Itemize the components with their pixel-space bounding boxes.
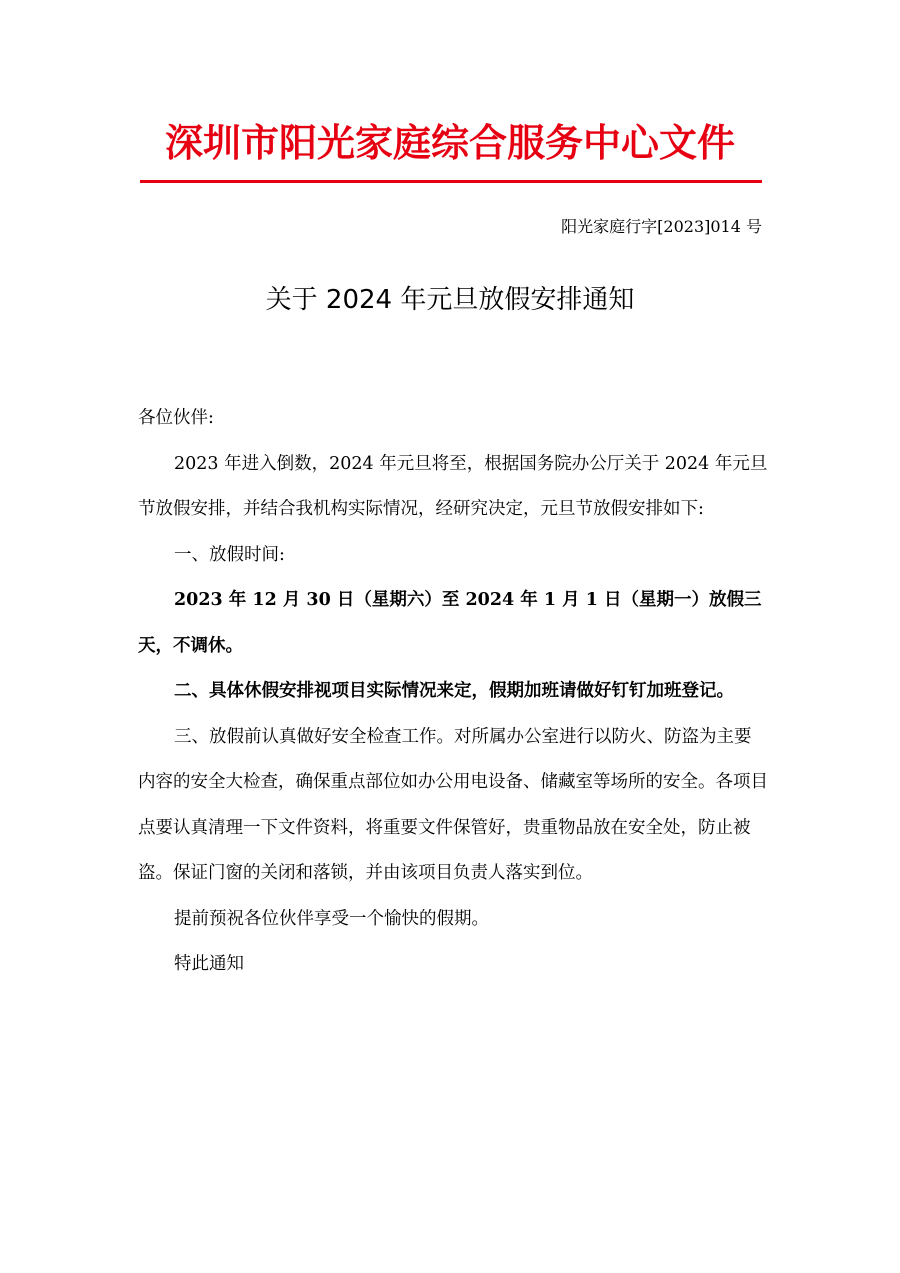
notice-title: 关于 2024 年元旦放假安排通知 [265,285,635,315]
notice-body [138,396,768,988]
paragraph-holiday-dates: 2023 年 12 月 30 日（星期六）至 2024 年 1 月 1 日（星期一）放假三天，不调休。 [138,590,762,656]
organization-header-title: 深圳市阳光家庭综合服务中心文件 [164,121,735,165]
paragraph-closing: 特此通知 [174,954,244,974]
header-red-divider [140,180,762,183]
paragraph-arrangement: 二、具体休假安排视项目实际情况来定，假期加班请做好钉钉加班登记。 [174,681,734,701]
paragraph-intro: 2023 年进入倒数，2024 年元旦将至，根据国务院办公厅关于 2024 年元旦节放假安排，并结合我机构实际情况，经研究决定，元旦节放假安排如下: [138,453,768,519]
paragraph-wishes: 提前预祝各位伙伴享受一个愉快的假期。 [174,908,489,929]
paragraph-holiday-time-heading: 一、放假时间: [174,544,285,565]
document-number: 阳光家庭行字[2023]014 号 [561,217,762,236]
salutation: 各位伙伴: [138,408,214,428]
paragraph-safety-check: 三、放假前认真做好安全检查工作。对所属办公室进行以防火、防盗为主要内容的安全大检查，确保重点部位如办公用电设备、储藏室等场所的安全。各项目点要认真清理一下文件资料，将重要文件保管好，贵重物品放在安全处，防止被盗。保证门窗的关闭和落锁，并由该项目负责人落实到位。 [138,726,768,883]
